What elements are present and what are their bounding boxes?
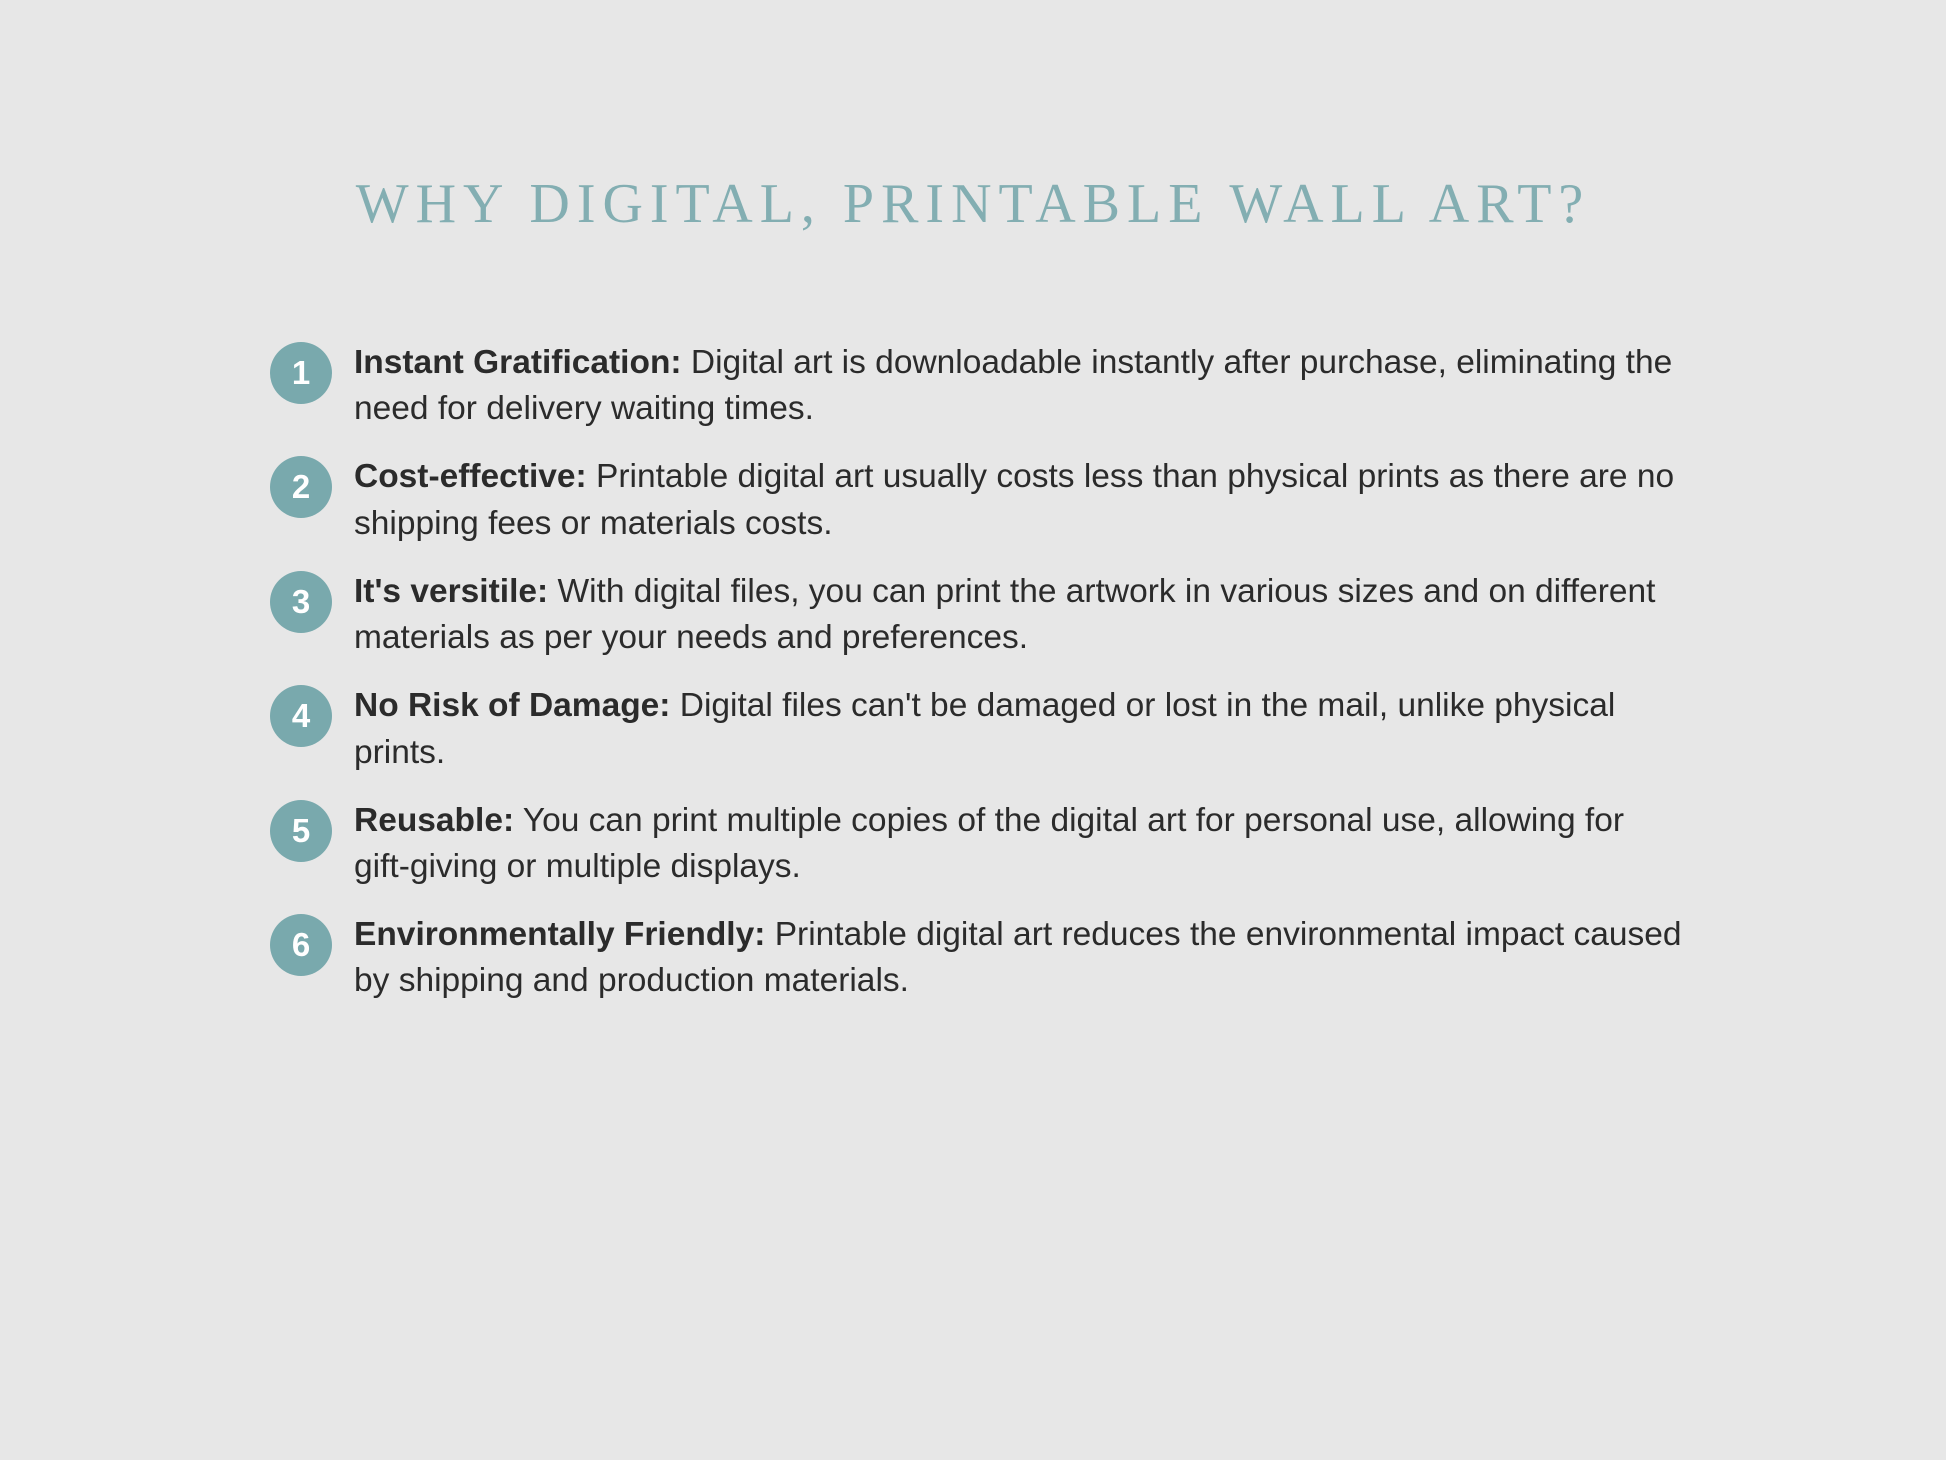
list-item-text	[354, 798, 1684, 890]
list-item-body: Digital art is downloadable instantly after purchase, eliminating the need for delivery waiting times.	[354, 344, 1673, 428]
page-title: WHY DIGITAL, PRINTABLE WALL ART?	[355, 173, 1591, 235]
list-item-body: Printable digital art usually costs less than physical prints as there are no shipping fees or materials costs.	[354, 458, 1675, 542]
list-item-number-badge: 2	[270, 456, 332, 518]
list-item-text	[354, 683, 1684, 775]
list-item-lead: Environmentally Friendly:	[354, 916, 766, 954]
list-item	[270, 340, 1690, 432]
list-item-text	[354, 340, 1684, 432]
list-item-number-badge: 5	[270, 800, 332, 862]
list-item-lead: Cost-effective:	[354, 458, 587, 496]
list-item	[270, 683, 1690, 775]
list-item-body: You can print multiple copies of the digital art for personal use, allowing for gift-giving or multiple displays.	[354, 801, 1624, 885]
list-item	[270, 912, 1690, 1004]
list-item-lead: Instant Gratification:	[354, 344, 682, 381]
list-item-lead: It's versitile:	[354, 572, 549, 610]
list-item-lead: Reusable:	[354, 801, 515, 839]
list-item-number-badge: 4	[270, 685, 332, 747]
list-item-lead: No Risk of Damage:	[354, 687, 671, 725]
list-item-text	[354, 454, 1684, 546]
list-item-body: With digital files, you can print the artwork in various sizes and on different materials as per your needs and preferences.	[354, 572, 1656, 657]
list-item-number-badge: 1	[270, 342, 332, 404]
list-item	[270, 569, 1690, 661]
list-item-number-badge: 3	[270, 571, 332, 633]
benefits-list	[270, 340, 1690, 1027]
list-item-body: Printable digital art reduces the environmental impact caused by shipping and production materials.	[354, 916, 1682, 1000]
list-item	[270, 798, 1690, 890]
list-item-text	[354, 912, 1684, 1004]
list-item-text	[354, 569, 1684, 661]
list-item	[270, 454, 1690, 546]
list-item-body: Digital files can't be damaged or lost in the mail, unlike physical prints.	[354, 687, 1616, 771]
list-item-number-badge: 6	[270, 914, 332, 976]
